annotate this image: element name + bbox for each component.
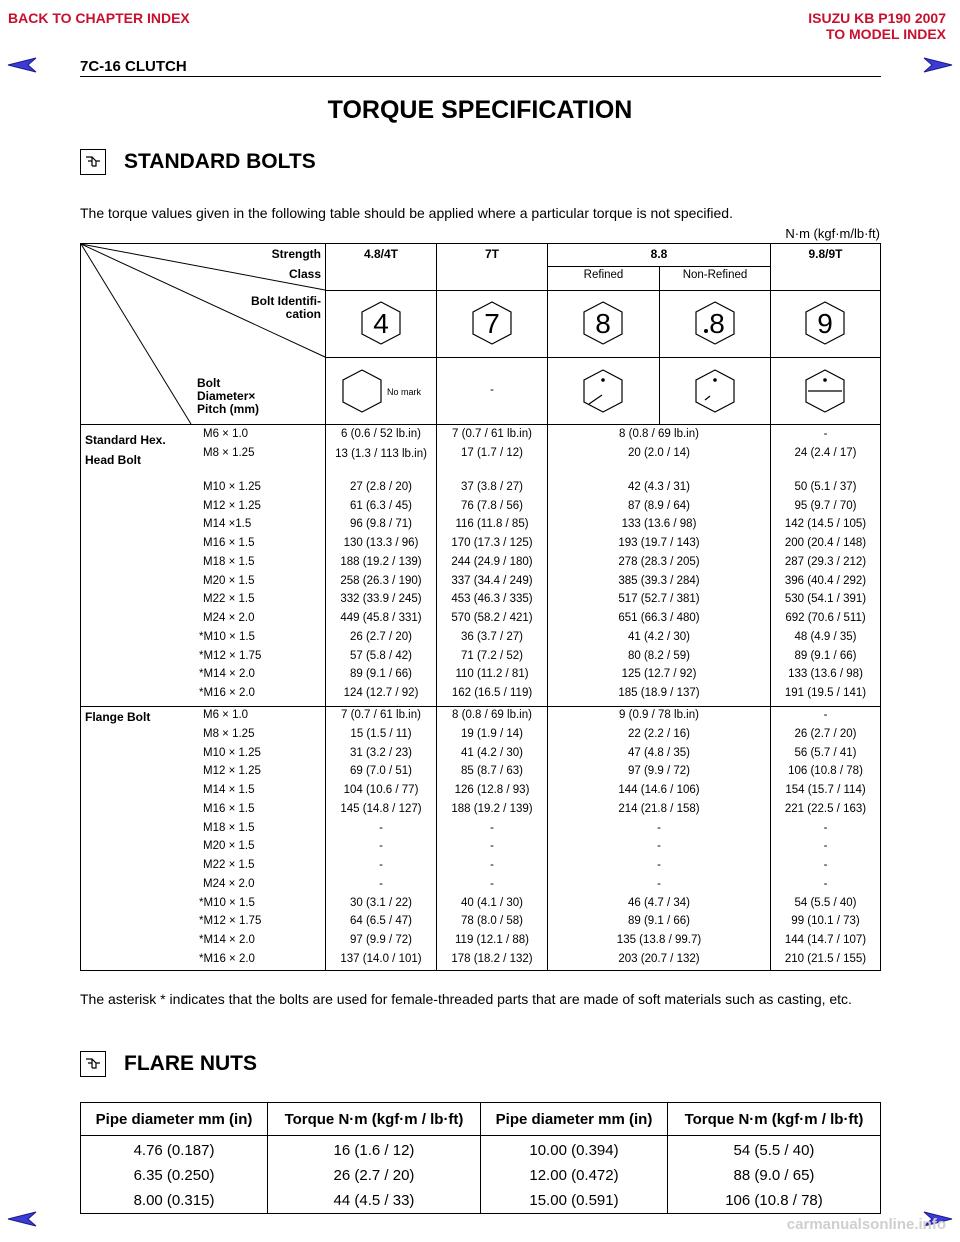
table-row (81, 744, 882, 763)
torque-cell: 162 (16.5 / 119) (451, 687, 533, 699)
bolt-size-cell: M20 × 1.5 (203, 840, 255, 853)
flare-cell: 12.00 (0.472) (480, 1163, 667, 1188)
torque-cell: 125 (12.7 / 92) (621, 668, 697, 681)
class-4-8-header: 4.8/4T (363, 247, 399, 261)
torque-cell: 144 (14.6 / 106) (618, 784, 700, 796)
table-row (81, 553, 882, 572)
torque-cell: 210 (21.5 / 155) (784, 952, 867, 965)
bolt-size-cell: M12 × 1.25 (203, 499, 261, 512)
torque-cell: 200 (20.4 / 148) (784, 537, 867, 549)
table-row (81, 725, 882, 744)
table-row (81, 950, 882, 969)
torque-cell: - (490, 877, 494, 890)
bolt-head-mark-non-refined-icon (692, 368, 738, 414)
table-row (81, 628, 882, 647)
torque-cell: 99 (10.1 / 73) (791, 915, 860, 928)
torque-cell: 41 (4.2 / 30) (460, 746, 523, 759)
torque-cell: 203 (20.7 / 132) (618, 952, 700, 965)
refined-header: Refined (583, 269, 624, 281)
torque-cell: 530 (54.1 / 391) (784, 593, 867, 606)
torque-cell: - (490, 821, 494, 834)
table-row (81, 684, 882, 703)
class-7t-header: 7T (484, 247, 499, 261)
bolt-head-7-icon (469, 300, 515, 346)
torque-cell: - (823, 821, 828, 834)
torque-cell: 193 (19.7 / 143) (618, 537, 700, 549)
non-refined-header: Non-Refined (682, 269, 748, 281)
flare-cell: 88 (9.0 / 65) (668, 1163, 881, 1188)
torque-cell: 104 (10.6 / 77) (343, 784, 419, 796)
bolt-size-cell: M8 × 1.25 (203, 446, 255, 459)
intro-text: The torque values given in the following table should be applied where a particular torque is not specified. (80, 205, 733, 221)
torque-cell: - (379, 859, 383, 871)
torque-cell: 97 (9.9 / 72) (627, 765, 690, 778)
bolt-size-cell: *M14 × 2.0 (199, 934, 255, 946)
torque-cell: 87 (8.9 / 64) (627, 499, 690, 512)
watermark-site: carmanualsonline.info (786, 1216, 946, 1233)
unit-label: N·m (kgf·m/lb·ft) (785, 226, 880, 241)
torque-cell: 80 (8.2 / 59) (627, 649, 690, 662)
table-row (81, 781, 882, 800)
bolt-size-cell: M18 × 1.5 (203, 821, 255, 834)
torque-cell: 385 (39.3 / 284) (618, 574, 700, 587)
torque-cell: - (823, 840, 828, 853)
torque-cell: 57 (5.8 / 42) (349, 649, 412, 662)
torque-cell: 8 (0.8 / 69 lb.in) (452, 709, 532, 721)
svg-text:9: 9 (817, 308, 833, 339)
bolt-size-cell: M20 × 1.5 (203, 574, 255, 587)
bolt-size-cell: M24 × 2.0 (203, 612, 255, 624)
flare-cell: 106 (10.8 / 78) (668, 1188, 881, 1214)
torque-cell: 154 (15.7 / 114) (785, 784, 866, 796)
torque-cell: 191 (19.5 / 141) (784, 687, 867, 699)
standard-bolts-heading (80, 149, 316, 175)
torque-cell: 27 (2.8 / 20) (349, 480, 412, 493)
torque-cell: - (657, 859, 661, 871)
torque-cell: 9 (0.9 / 78 lb.in) (619, 709, 699, 721)
bolt-size-cell: M10 × 1.25 (203, 746, 261, 759)
model-name: ISUZU KB P190 2007 (808, 10, 946, 26)
torque-cell: 69 (7.0 / 51) (349, 765, 412, 778)
prev-page-arrow-bottom-icon[interactable] (6, 1210, 38, 1228)
torque-cell: - (657, 877, 661, 890)
torque-cell: - (657, 840, 661, 853)
page-header: 7C-16 CLUTCH (80, 58, 187, 75)
bolt-size-cell: *M10 × 1.5 (199, 630, 255, 643)
bolt-head-9-icon (802, 300, 848, 346)
table-row (81, 515, 882, 534)
torque-cell: 453 (46.3 / 335) (451, 593, 533, 606)
torque-cell: 110 (11.2 / 81) (455, 668, 529, 681)
torque-cell: 26 (2.7 / 20) (349, 630, 412, 643)
model-index-link[interactable] (808, 10, 946, 42)
torque-cell: 19 (1.9 / 14) (460, 727, 523, 740)
torque-cell: 137 (14.0 / 101) (340, 952, 422, 965)
bolt-size-cell: M6 × 1.0 (203, 428, 249, 440)
torque-cell: 97 (9.9 / 72) (349, 934, 412, 946)
table-row (81, 590, 882, 609)
torque-cell: 188 (19.2 / 139) (451, 802, 533, 815)
table-row (81, 931, 882, 950)
torque-cell: 71 (7.2 / 52) (460, 649, 523, 662)
torque-cell: 570 (58.2 / 421) (451, 612, 533, 624)
bolt-size-cell: M14 × 1.5 (203, 784, 255, 796)
standard-bolts-table (80, 243, 881, 971)
table-row (81, 1188, 881, 1214)
torque-cell: 78 (8.0 / 58) (460, 915, 523, 928)
torque-cell: 185 (18.9 / 137) (618, 687, 700, 699)
back-to-chapter-index-link[interactable]: BACK TO CHAPTER INDEX (8, 10, 190, 26)
torque-cell: 85 (8.7 / 63) (460, 765, 523, 778)
bolt-size-cell: M24 × 2.0 (203, 877, 255, 890)
class-9-8-header: 9.8/9T (808, 247, 843, 261)
torque-cell: 42 (4.3 / 31) (627, 480, 690, 493)
torque-cell: 64 (6.5 / 47) (349, 915, 412, 928)
bolt-size-cell: M10 × 1.25 (203, 480, 261, 493)
torque-cell: 337 (34.4 / 249) (451, 574, 533, 587)
table-row (81, 647, 882, 666)
torque-cell: 135 (13.8 / 99.7) (616, 934, 702, 946)
torque-cell: - (379, 840, 383, 853)
torque-cell: - (490, 859, 494, 871)
standard-hex-head-bolt-label: Standard Hex. Head Bolt (85, 433, 166, 467)
torque-cell: 692 (70.6 / 511) (785, 612, 866, 624)
torque-cell: 449 (45.8 / 331) (340, 612, 422, 624)
to-model-index-label: TO MODEL INDEX (825, 26, 946, 42)
strength-label: Strength (271, 247, 321, 261)
svg-text:No mark: No mark (387, 387, 422, 397)
torque-cell: 651 (66.3 / 480) (618, 612, 700, 624)
torque-cell: - (379, 821, 383, 834)
bolt-head-mark-refined-icon (580, 368, 626, 414)
torque-cell: 133 (13.6 / 98) (788, 668, 863, 681)
bolt-head-8-non-refined-icon (692, 300, 738, 346)
bolt-head-4-icon (358, 300, 404, 346)
flare-header-torque-2: Torque N·m (kgf·m / lb·ft) (668, 1103, 881, 1136)
torque-cell: 96 (9.8 / 71) (349, 518, 412, 531)
table-row (81, 875, 882, 894)
bolt-diameter-label: Bolt Diameter× Pitch (mm) (197, 376, 260, 416)
bolt-identification-label: Bolt Identifi- cation (251, 294, 321, 321)
torque-cell: 41 (4.2 / 30) (627, 630, 690, 643)
table-row (81, 800, 882, 819)
svg-text:7: 7 (484, 308, 500, 339)
table-row (81, 894, 882, 913)
bolt-size-cell: *M12 × 1.75 (199, 649, 262, 662)
bolt-size-cell: M16 × 1.5 (203, 802, 255, 815)
bolt-size-cell: M14 ×1.5 (203, 518, 252, 531)
svg-text:8: 8 (709, 308, 725, 339)
torque-cell: 133 (13.6 / 98) (621, 518, 697, 531)
torque-cell: 89 (9.1 / 66) (794, 649, 857, 662)
bolt-head-8-refined-icon (580, 300, 626, 346)
torque-cell: 46 (4.7 / 34) (627, 896, 690, 909)
torque-cell: 8 (0.8 / 69 lb.in) (619, 428, 699, 440)
torque-cell: 50 (5.1 / 37) (794, 480, 857, 493)
svg-text:8: 8 (595, 308, 611, 339)
torque-cell: 517 (52.7 / 381) (618, 593, 700, 606)
torque-cell: 214 (21.8 / 158) (618, 802, 700, 815)
bolt-size-cell: *M10 × 1.5 (199, 896, 255, 909)
table-row (81, 706, 882, 725)
class-label: Class (288, 267, 321, 281)
torque-cell: 37 (3.8 / 27) (460, 480, 523, 493)
bolt-size-cell: *M14 × 2.0 (199, 668, 255, 681)
torque-cell: 278 (28.3 / 205) (618, 555, 700, 568)
torque-cell: 95 (9.7 / 70) (794, 499, 857, 512)
flare-cell: 10.00 (0.394) (480, 1136, 667, 1164)
torque-cell: 13 (1.3 / 113 lb.in) (335, 447, 427, 460)
svg-text:4: 4 (373, 308, 389, 339)
flare-nuts-heading (80, 1051, 257, 1077)
bolt-size-cell: M6 × 1.0 (203, 709, 249, 721)
torque-cell: 15 (1.5 / 11) (350, 727, 412, 740)
flare-cell: 44 (4.5 / 33) (268, 1188, 481, 1214)
torque-cell: - (823, 859, 828, 871)
torque-cell: 126 (12.8 / 93) (454, 784, 530, 796)
flare-cell: 16 (1.6 / 12) (268, 1136, 481, 1164)
torque-cell: 76 (7.8 / 56) (460, 499, 523, 512)
torque-cell: 56 (5.7 / 41) (794, 746, 857, 759)
table-row (81, 912, 882, 931)
bolt-size-cell: M22 × 1.5 (203, 593, 255, 606)
torque-cell: 221 (22.5 / 163) (784, 802, 867, 815)
bolt-head-mark-9-icon (802, 368, 848, 414)
torque-cell: 287 (29.3 / 212) (784, 555, 867, 568)
bolt-head-no-mark-icon (339, 368, 435, 414)
flare-cell: 8.00 (0.315) (81, 1188, 268, 1214)
torque-cell: 36 (3.7 / 27) (460, 630, 523, 643)
torque-cell: 119 (12.1 / 88) (455, 934, 529, 946)
torque-cell: 106 (10.8 / 78) (788, 765, 863, 778)
flange-bolt-label: Flange Bolt (85, 710, 151, 724)
torque-cell: - (379, 877, 383, 890)
bolt-size-cell: *M12 × 1.75 (199, 915, 262, 928)
torque-cell: 20 (2.0 / 14) (627, 446, 690, 459)
bolt-size-cell: M18 × 1.5 (203, 555, 255, 568)
table-row (81, 1136, 881, 1164)
table-row (81, 762, 882, 781)
torque-cell: 17 (1.7 / 12) (460, 446, 523, 459)
torque-cell: 170 (17.3 / 125) (451, 537, 533, 549)
torque-cell: 6 (0.6 / 52 lb.in) (341, 428, 421, 440)
torque-cell: - (490, 840, 494, 853)
torque-cell: - (823, 877, 828, 890)
torque-cell: 7 (0.7 / 61 lb.in) (452, 428, 532, 440)
torque-cell: 130 (13.3 / 96) (343, 537, 419, 549)
torque-cell: 89 (9.1 / 66) (349, 668, 412, 681)
torque-cell: 396 (40.4 / 292) (784, 574, 867, 587)
torque-cell: 145 (14.8 / 127) (340, 802, 422, 815)
flare-cell: 26 (2.7 / 20) (268, 1163, 481, 1188)
table-row (81, 819, 882, 838)
asterisk-note: The asterisk * indicates that the bolts are used for female-threaded parts that are made of soft materials such as casting, etc. (80, 991, 852, 1007)
bolt-size-cell: *M16 × 2.0 (199, 687, 255, 699)
torque-cell: 40 (4.1 / 30) (460, 896, 523, 909)
bolt-size-cell: *M16 × 2.0 (199, 952, 255, 965)
table-row (81, 478, 882, 497)
table-row (81, 1163, 881, 1188)
torque-cell: 48 (4.9 / 35) (794, 630, 857, 643)
table-row (81, 425, 882, 444)
next-page-arrow-icon[interactable] (922, 56, 954, 74)
bolt-size-cell: M16 × 1.5 (203, 537, 255, 549)
torque-cell: 47 (4.8 / 35) (627, 746, 690, 759)
table-row (81, 837, 882, 856)
torque-cell: 61 (6.3 / 45) (349, 499, 412, 512)
torque-cell: 31 (3.2 / 23) (349, 746, 412, 759)
page-title: TORQUE SPECIFICATION (327, 96, 633, 124)
table-row (81, 572, 882, 591)
torque-cell: 244 (24.9 / 180) (451, 555, 533, 568)
flare-header-pipe-1: Pipe diameter mm (in) (81, 1103, 268, 1136)
header-rule (80, 76, 881, 77)
standard-bolts-title: STANDARD BOLTS (124, 150, 316, 173)
table-row (81, 444, 882, 481)
bolt-size-cell: M22 × 1.5 (203, 859, 255, 871)
bolt-size-cell: M8 × 1.25 (203, 727, 255, 740)
prev-page-arrow-icon[interactable] (6, 56, 38, 74)
torque-cell: - (657, 821, 661, 834)
torque-cell: 178 (18.2 / 132) (451, 952, 533, 965)
torque-cell: 124 (12.7 / 92) (343, 687, 419, 699)
torque-cell: 142 (14.5 / 105) (784, 518, 867, 531)
bolt-size-cell: M12 × 1.25 (203, 765, 261, 778)
flare-cell: 4.76 (0.187) (81, 1136, 268, 1164)
table-row (81, 609, 882, 628)
torque-cell: 54 (5.5 / 40) (794, 896, 857, 909)
torque-cell: 89 (9.1 / 66) (627, 915, 690, 928)
torque-cell: 7 (0.7 / 61 lb.in) (341, 709, 421, 721)
flare-nuts-table (80, 1102, 881, 1214)
torque-cell: 116 (11.8 / 85) (455, 518, 529, 531)
torque-cell: 26 (2.7 / 20) (794, 727, 857, 740)
torque-cell: 144 (14.7 / 107) (784, 934, 867, 946)
flare-cell: 54 (5.5 / 40) (668, 1136, 881, 1164)
flare-cell: 6.35 (0.250) (81, 1163, 268, 1188)
flare-nuts-title: FLARE NUTS (124, 1052, 257, 1075)
torque-cell: - (823, 428, 828, 440)
class-7t-mark-dash: - (490, 384, 494, 396)
torque-cell: - (823, 709, 828, 721)
table-row (81, 665, 882, 684)
table-row (81, 856, 882, 875)
table-row (81, 534, 882, 553)
flare-header-torque-1: Torque N·m (kgf·m / lb·ft) (268, 1103, 481, 1136)
torque-cell: 332 (33.9 / 245) (340, 593, 422, 606)
note-hand-icon (80, 1051, 106, 1077)
torque-cell: 22 (2.2 / 16) (627, 727, 690, 740)
table-row (81, 497, 882, 516)
torque-cell: 24 (2.4 / 17) (794, 446, 857, 459)
flare-cell: 15.00 (0.591) (480, 1188, 667, 1214)
torque-cell: 258 (26.3 / 190) (340, 574, 422, 587)
class-8-8-header: 8.8 (650, 247, 668, 261)
torque-cell: 188 (19.2 / 139) (340, 555, 422, 568)
torque-cell: 30 (3.1 / 22) (349, 896, 412, 909)
note-hand-icon (80, 149, 106, 175)
flare-header-pipe-2: Pipe diameter mm (in) (480, 1103, 667, 1136)
